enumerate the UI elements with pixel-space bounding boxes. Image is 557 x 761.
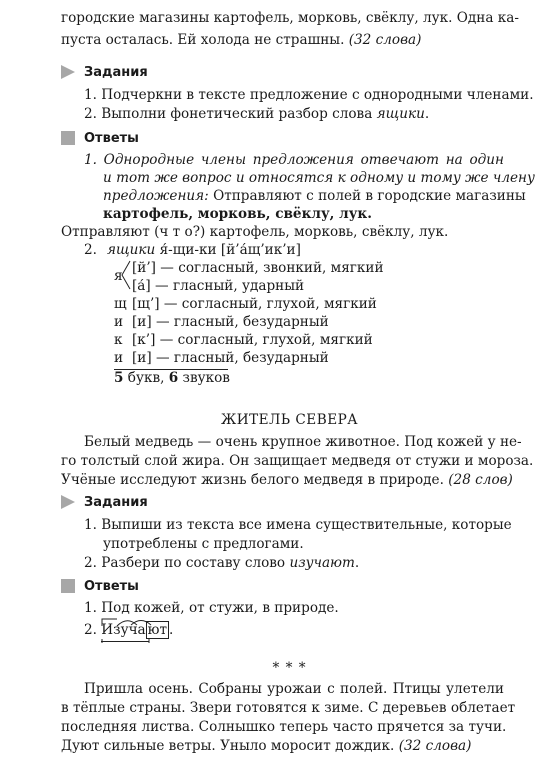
answer-2-syllables: я́-щи-ки (159, 242, 217, 258)
story2-line-3 (61, 474, 513, 488)
phon-row-3: [щ’] — согласный, глухой, мягкий (132, 296, 377, 312)
story2-line-2: го толстый слой жира. Он защищает медведя от стужи и мороза. (61, 453, 534, 469)
answer-1-line-2: и тот же вопрос и относятся к одному и тому же члену (103, 170, 535, 186)
phon-letter-3: щ (114, 296, 127, 312)
task2-item-2-text: 2. Разбери по составу слово (84, 555, 290, 571)
answer-square-icon (61, 579, 75, 593)
answer2-end: . (169, 622, 174, 638)
word-count: (32 слова) (348, 32, 422, 48)
story3-line-2: в тёплые страны. Звери готовятся к зиме. С деревьев облетает (61, 700, 516, 716)
story3-line-4 (61, 740, 471, 754)
phon-letter-4: и (114, 314, 124, 330)
answer-2-transcription: [й’а́щ’ик’и] (220, 242, 301, 258)
answer-2-word: ящики (106, 242, 156, 258)
task-heading: Задания (84, 495, 148, 510)
intro-line-2 (61, 34, 421, 48)
task-triangle-icon (61, 65, 75, 79)
phon-row-6: [и] — гласный, безударный (132, 350, 329, 366)
task-item-1: 1. Подчеркни в тексте предложение с однородными членами. (84, 87, 534, 103)
phon-row-5: [к’] — согласный, глухой, мягкий (132, 332, 373, 348)
task-item-2-end: . (424, 106, 430, 122)
answer-square-icon (61, 131, 75, 145)
task2-item-1-line-1: 1. Выпиши из текста все имена существительные, которые (84, 517, 512, 533)
story3-line-1: Пришла осень. Собраны урожаи с полей. Птицы улетели (84, 681, 504, 697)
task2-item-2-word: изучают (289, 555, 355, 571)
answer-1-line-4: картофель, морковь, свёклу, лук. (103, 206, 372, 222)
story2-line-1: Белый медведь — очень крупное животное. Под кожей у не- (84, 434, 522, 450)
answer-2-num: 2. (84, 242, 97, 258)
task-item-2-word: ящики (376, 106, 425, 122)
answer-2-line (84, 244, 301, 258)
morph-ending-box: ют (147, 622, 168, 638)
task-triangle-icon (61, 495, 75, 509)
answer2-item-2 (84, 624, 173, 638)
task-item-2-text: 2. Выполни фонетический разбор слова (84, 106, 377, 122)
intro-text: пуста осталась. Ей холода не страшны. (61, 32, 349, 48)
word-count: (28 слов) (448, 472, 513, 488)
story2-line-3-text: Учёные исследуют жизнь белого медведя в природе. (61, 472, 449, 488)
morph-stem-mark-icon (101, 639, 151, 645)
answer2-num: 2. (84, 622, 102, 638)
summary-sounds-word: звуков (178, 370, 230, 386)
answer-1-rest: Отправляют с полей в городские магазины (208, 188, 526, 204)
phon-letter-ya: я (114, 268, 123, 284)
answer-1-italic: предложения: (103, 188, 209, 204)
summary-letters-word: букв, (123, 370, 169, 386)
phon-row-4: [и] — гласный, безударный (132, 314, 329, 330)
story3-line-3: последняя листва. Солнышко теперь часто прячется за тучи. (61, 719, 507, 735)
word-count: (32 слова) (398, 738, 472, 754)
answer2-item-1: 1. Под кожей, от стужи, в природе. (84, 600, 339, 616)
answer-1-line-3 (103, 188, 526, 204)
phon-row-1: [й’] — согласный, звонкий, мягкий (132, 260, 384, 276)
brace-icon (121, 259, 131, 291)
phon-letter-6: и (114, 350, 124, 366)
answers-heading: Ответы (84, 579, 139, 594)
answer-1-line-5: Отправляют (ч т о?) картофель, морковь, свёклу, лук. (61, 224, 449, 240)
summary-letters-count: 5 (114, 370, 124, 386)
summary-sounds-count: 6 (168, 370, 179, 386)
intro-line-1: городские магазины картофель, морковь, свёклу, лук. Одна ка- (61, 10, 519, 26)
task-heading: Задания (84, 65, 148, 80)
section-stars: * * * (272, 660, 307, 676)
answer-1-line-1: 1. Однородные члены предложения отвечают на один (84, 152, 504, 168)
phon-row-2: [а́] — гласный, ударный (132, 278, 305, 294)
morph-word (101, 624, 169, 638)
story3-line-4-text: Дуют сильные ветры. Уныло моросит дождик. (61, 738, 399, 754)
answers-heading: Ответы (84, 131, 139, 146)
task2-item-2 (84, 557, 359, 571)
task2-item-1-line-2: употреблены с предлогами. (103, 536, 304, 552)
section-title: ЖИТЕЛЬ СЕВЕРА (220, 412, 359, 428)
phon-summary (114, 372, 230, 386)
phon-letter-5: к (114, 332, 123, 348)
task2-item-2-end: . (354, 555, 360, 571)
morph-marks-icon (101, 617, 173, 627)
morph-root-prefix: Изуча (101, 622, 146, 638)
task-item-2 (84, 108, 429, 122)
